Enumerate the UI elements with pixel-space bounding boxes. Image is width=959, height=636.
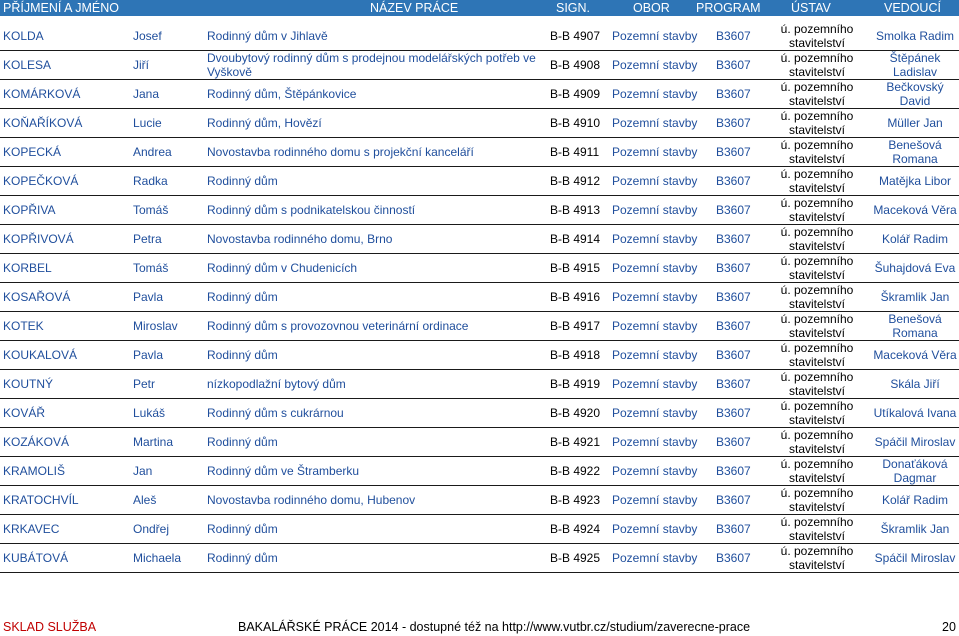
table-row: [0, 428, 959, 457]
cell-supervisor: Skála Jiří: [868, 370, 959, 399]
cell-thesis-title: Rodinný dům, Štěpánkovice: [204, 80, 547, 109]
cell-surname: KOSAŘOVÁ: [0, 283, 130, 312]
cell-first-name: Jiří: [130, 51, 204, 80]
cell-first-name: Pavla: [130, 341, 204, 370]
table-row: [0, 544, 959, 573]
cell-surname: KRATOCHVÍL: [0, 486, 130, 515]
header-sign: SIGN.: [556, 1, 591, 15]
cell-department: ú. pozemního stavitelství: [763, 109, 868, 138]
cell-supervisor: Maceková Věra: [868, 196, 959, 225]
cell-supervisor: Smolka Radim: [868, 22, 959, 51]
cell-program: B3607: [713, 109, 763, 138]
cell-field: Pozemní stavby: [609, 341, 713, 370]
table-row: [0, 109, 959, 138]
table-row: [0, 80, 959, 109]
cell-first-name: Lucie: [130, 109, 204, 138]
cell-field: Pozemní stavby: [609, 225, 713, 254]
cell-field: Pozemní stavby: [609, 196, 713, 225]
cell-signature: B-B 4925: [547, 544, 609, 573]
cell-surname: KOUTNÝ: [0, 370, 130, 399]
cell-program: B3607: [713, 370, 763, 399]
cell-field: Pozemní stavby: [609, 486, 713, 515]
cell-signature: B-B 4914: [547, 225, 609, 254]
cell-thesis-title: Rodinný dům: [204, 167, 547, 196]
cell-surname: KOPECKÁ: [0, 138, 130, 167]
cell-department: ú. pozemního stavitelství: [763, 544, 868, 573]
cell-signature: B-B 4908: [547, 51, 609, 80]
cell-surname: KOPEČKOVÁ: [0, 167, 130, 196]
cell-signature: B-B 4922: [547, 457, 609, 486]
cell-supervisor: Benešová Romana: [868, 138, 959, 167]
cell-department: ú. pozemního stavitelství: [763, 254, 868, 283]
cell-department: ú. pozemního stavitelství: [763, 283, 868, 312]
cell-signature: B-B 4913: [547, 196, 609, 225]
cell-field: Pozemní stavby: [609, 51, 713, 80]
cell-thesis-title: Rodinný dům, Hovězí: [204, 109, 547, 138]
cell-department: ú. pozemního stavitelství: [763, 457, 868, 486]
cell-department: ú. pozemního stavitelství: [763, 22, 868, 51]
table-row: [0, 370, 959, 399]
cell-program: B3607: [713, 80, 763, 109]
table-row: [0, 167, 959, 196]
cell-supervisor: Donaťáková Dagmar: [868, 457, 959, 486]
cell-first-name: Tomáš: [130, 254, 204, 283]
cell-thesis-title: Dvoubytový rodinný dům s prodejnou modelářských potřeb ve Vyškově: [204, 51, 547, 80]
cell-supervisor: Müller Jan: [868, 109, 959, 138]
cell-signature: B-B 4921: [547, 428, 609, 457]
cell-department: ú. pozemního stavitelství: [763, 196, 868, 225]
cell-surname: KUBÁTOVÁ: [0, 544, 130, 573]
cell-thesis-title: Novostavba rodinného domu, Brno: [204, 225, 547, 254]
cell-program: B3607: [713, 312, 763, 341]
page-number: 20: [942, 620, 956, 634]
cell-surname: KOVÁŘ: [0, 399, 130, 428]
cell-signature: B-B 4915: [547, 254, 609, 283]
cell-first-name: Aleš: [130, 486, 204, 515]
cell-surname: KORBEL: [0, 254, 130, 283]
cell-first-name: Petr: [130, 370, 204, 399]
table-row: [0, 138, 959, 167]
table-row: [0, 225, 959, 254]
cell-thesis-title: Rodinný dům: [204, 283, 547, 312]
cell-signature: B-B 4924: [547, 515, 609, 544]
cell-supervisor: Utíkalová Ivana: [868, 399, 959, 428]
cell-first-name: Radka: [130, 167, 204, 196]
cell-surname: KOLDA: [0, 22, 130, 51]
cell-program: B3607: [713, 515, 763, 544]
cell-field: Pozemní stavby: [609, 80, 713, 109]
table-row: [0, 399, 959, 428]
cell-first-name: Petra: [130, 225, 204, 254]
cell-thesis-title: Rodinný dům ve Štramberku: [204, 457, 547, 486]
cell-program: B3607: [713, 138, 763, 167]
cell-signature: B-B 4917: [547, 312, 609, 341]
cell-surname: KRAMOLIŠ: [0, 457, 130, 486]
table-row: [0, 254, 959, 283]
table-row: [0, 51, 959, 80]
cell-thesis-title: Rodinný dům s provozovnou veterinární ordinace: [204, 312, 547, 341]
cell-supervisor: Kolář Radim: [868, 486, 959, 515]
footer-label: SKLAD SLUŽBA: [3, 620, 97, 634]
cell-surname: KOPŘIVOVÁ: [0, 225, 130, 254]
cell-surname: KOPŘIVA: [0, 196, 130, 225]
cell-supervisor: Šuhajdová Eva: [868, 254, 959, 283]
cell-supervisor: Štěpánek Ladislav: [868, 51, 959, 80]
cell-field: Pozemní stavby: [609, 283, 713, 312]
cell-program: B3607: [713, 196, 763, 225]
table-body: [0, 22, 959, 573]
cell-department: ú. pozemního stavitelství: [763, 370, 868, 399]
cell-department: ú. pozemního stavitelství: [763, 341, 868, 370]
cell-program: B3607: [713, 51, 763, 80]
cell-field: Pozemní stavby: [609, 370, 713, 399]
cell-surname: KRKAVEC: [0, 515, 130, 544]
cell-program: B3607: [713, 225, 763, 254]
cell-surname: KOTEK: [0, 312, 130, 341]
cell-signature: B-B 4916: [547, 283, 609, 312]
cell-thesis-title: Rodinný dům s cukrárnou: [204, 399, 547, 428]
cell-signature: B-B 4923: [547, 486, 609, 515]
cell-signature: B-B 4918: [547, 341, 609, 370]
header-supervisor: VEDOUCÍ: [884, 1, 941, 15]
cell-program: B3607: [713, 399, 763, 428]
column-header-bar: [0, 0, 959, 16]
table-row: [0, 457, 959, 486]
cell-first-name: Pavla: [130, 283, 204, 312]
cell-thesis-title: Rodinný dům v Jihlavě: [204, 22, 547, 51]
cell-thesis-title: nízkopodlažní bytový dům: [204, 370, 547, 399]
header-title: NÁZEV PRÁCE: [370, 1, 459, 15]
cell-surname: KOŇAŘÍKOVÁ: [0, 109, 130, 138]
cell-supervisor: Spáčil Miroslav: [868, 428, 959, 457]
cell-signature: B-B 4912: [547, 167, 609, 196]
cell-first-name: Miroslav: [130, 312, 204, 341]
footer-text: BAKALÁŘSKÉ PRÁCE 2014 - dostupné též na http://www.vutbr.cz/studium/zaverecne-prace: [238, 620, 751, 634]
cell-field: Pozemní stavby: [609, 138, 713, 167]
cell-department: ú. pozemního stavitelství: [763, 167, 868, 196]
cell-field: Pozemní stavby: [609, 399, 713, 428]
cell-supervisor: Bečkovský David: [868, 80, 959, 109]
cell-thesis-title: Rodinný dům: [204, 515, 547, 544]
cell-department: ú. pozemního stavitelství: [763, 486, 868, 515]
cell-first-name: Ondřej: [130, 515, 204, 544]
header-field: OBOR: [633, 1, 670, 15]
cell-field: Pozemní stavby: [609, 515, 713, 544]
cell-supervisor: Matějka Libor: [868, 167, 959, 196]
cell-field: Pozemní stavby: [609, 428, 713, 457]
cell-department: ú. pozemního stavitelství: [763, 399, 868, 428]
cell-surname: KOZÁKOVÁ: [0, 428, 130, 457]
cell-surname: KOMÁRKOVÁ: [0, 80, 130, 109]
cell-field: Pozemní stavby: [609, 312, 713, 341]
cell-supervisor: Škramlik Jan: [868, 515, 959, 544]
cell-signature: B-B 4920: [547, 399, 609, 428]
cell-thesis-title: Rodinný dům: [204, 428, 547, 457]
table-row: [0, 312, 959, 341]
theses-table: [0, 22, 959, 573]
cell-supervisor: Spáčil Miroslav: [868, 544, 959, 573]
cell-thesis-title: Rodinný dům s podnikatelskou činností: [204, 196, 547, 225]
table-row: [0, 341, 959, 370]
cell-thesis-title: Rodinný dům: [204, 341, 547, 370]
cell-department: ú. pozemního stavitelství: [763, 51, 868, 80]
cell-thesis-title: Rodinný dům: [204, 544, 547, 573]
cell-program: B3607: [713, 486, 763, 515]
cell-thesis-title: Rodinný dům v Chudenicích: [204, 254, 547, 283]
cell-first-name: Martina: [130, 428, 204, 457]
table-row: [0, 22, 959, 51]
cell-supervisor: Maceková Věra: [868, 341, 959, 370]
cell-field: Pozemní stavby: [609, 167, 713, 196]
cell-program: B3607: [713, 167, 763, 196]
cell-field: Pozemní stavby: [609, 254, 713, 283]
cell-surname: KOLESA: [0, 51, 130, 80]
cell-signature: B-B 4910: [547, 109, 609, 138]
cell-supervisor: Škramlik Jan: [868, 283, 959, 312]
cell-program: B3607: [713, 341, 763, 370]
cell-department: ú. pozemního stavitelství: [763, 515, 868, 544]
cell-thesis-title: Novostavba rodinného domu, Hubenov: [204, 486, 547, 515]
table-row: [0, 515, 959, 544]
cell-program: B3607: [713, 428, 763, 457]
table-row: [0, 196, 959, 225]
cell-supervisor: Kolář Radim: [868, 225, 959, 254]
header-surname-name: PŘÍJMENÍ A JMÉNO: [3, 1, 119, 15]
cell-supervisor: Benešová Romana: [868, 312, 959, 341]
cell-signature: B-B 4919: [547, 370, 609, 399]
cell-department: ú. pozemního stavitelství: [763, 312, 868, 341]
cell-program: B3607: [713, 254, 763, 283]
cell-surname: KOUKALOVÁ: [0, 341, 130, 370]
cell-first-name: Jana: [130, 80, 204, 109]
cell-program: B3607: [713, 544, 763, 573]
cell-department: ú. pozemního stavitelství: [763, 225, 868, 254]
cell-first-name: Josef: [130, 22, 204, 51]
cell-first-name: Andrea: [130, 138, 204, 167]
cell-department: ú. pozemního stavitelství: [763, 80, 868, 109]
cell-program: B3607: [713, 283, 763, 312]
cell-program: B3607: [713, 22, 763, 51]
cell-program: B3607: [713, 457, 763, 486]
page-footer: [0, 620, 959, 636]
cell-field: Pozemní stavby: [609, 457, 713, 486]
cell-department: ú. pozemního stavitelství: [763, 428, 868, 457]
cell-field: Pozemní stavby: [609, 109, 713, 138]
cell-signature: B-B 4911: [547, 138, 609, 167]
cell-thesis-title: Novostavba rodinného domu s projekční kanceláří: [204, 138, 547, 167]
cell-field: Pozemní stavby: [609, 22, 713, 51]
cell-first-name: Lukáš: [130, 399, 204, 428]
header-department: ÚSTAV: [791, 1, 831, 15]
cell-first-name: Jan: [130, 457, 204, 486]
header-program: PROGRAM: [696, 1, 761, 15]
cell-department: ú. pozemního stavitelství: [763, 138, 868, 167]
table-row: [0, 283, 959, 312]
table-row: [0, 486, 959, 515]
cell-signature: B-B 4909: [547, 80, 609, 109]
cell-field: Pozemní stavby: [609, 544, 713, 573]
cell-first-name: Michaela: [130, 544, 204, 573]
cell-first-name: Tomáš: [130, 196, 204, 225]
cell-signature: B-B 4907: [547, 22, 609, 51]
